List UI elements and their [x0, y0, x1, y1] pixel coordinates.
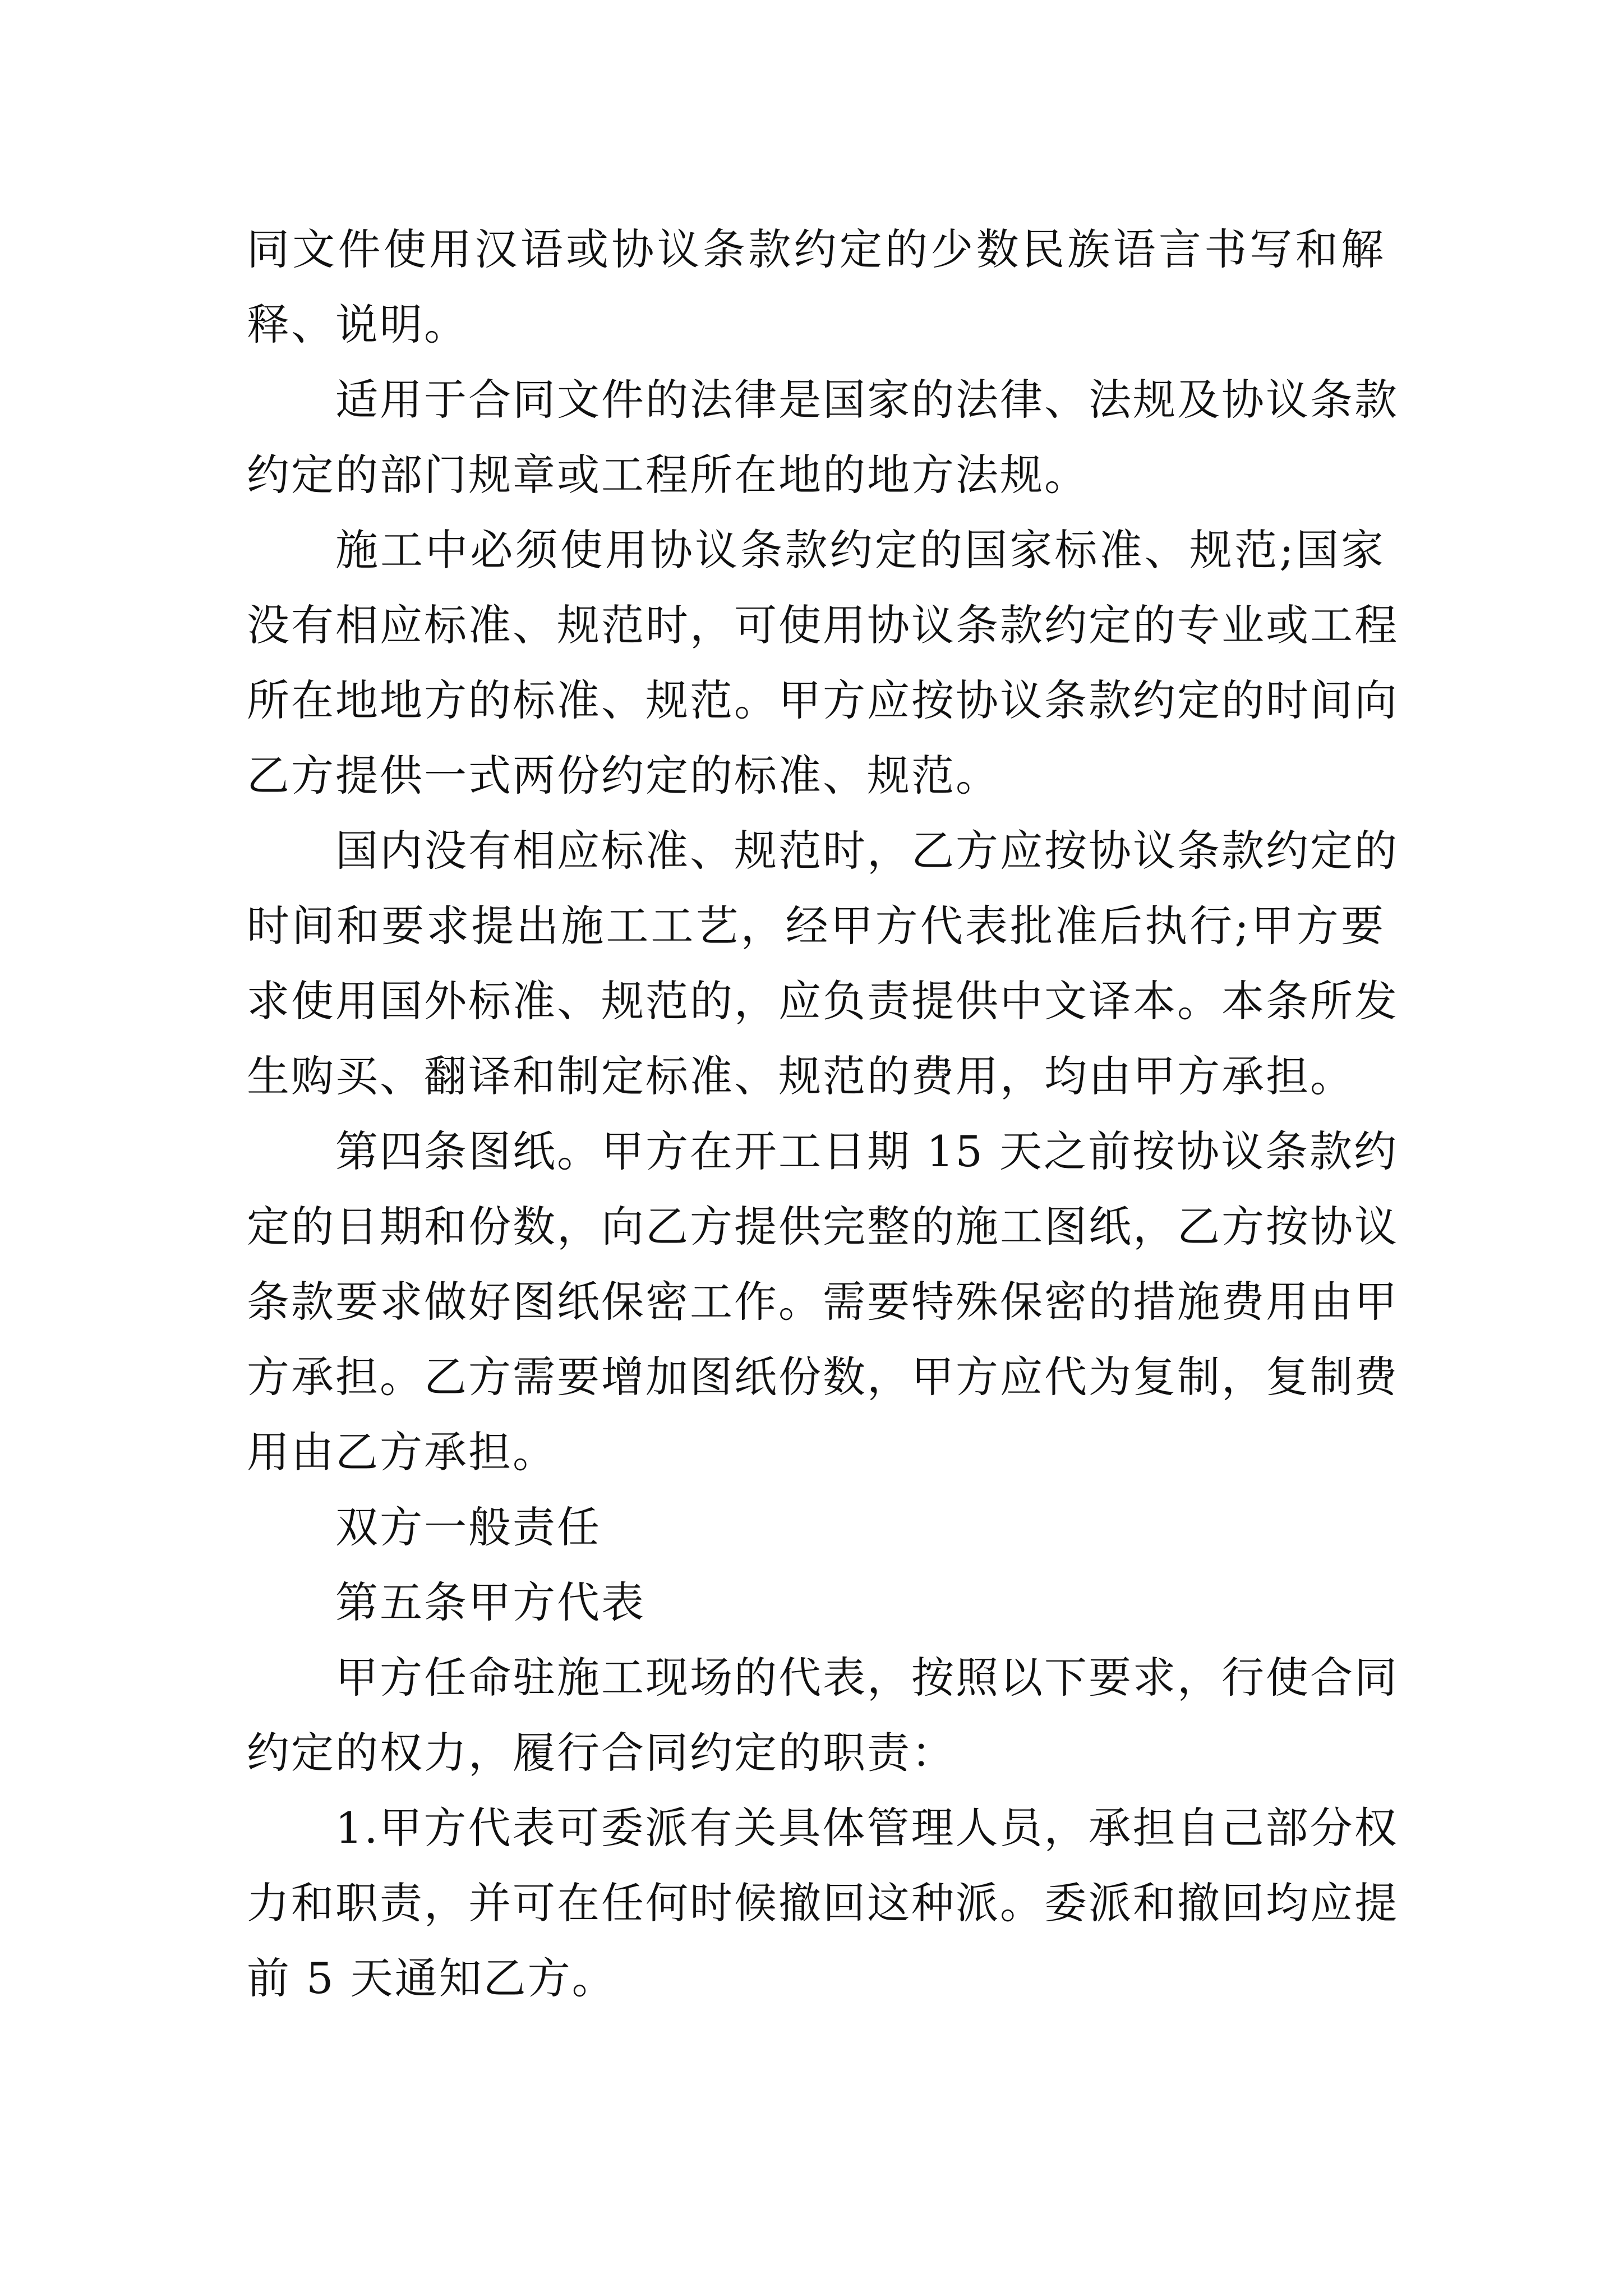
text-line: 施工中必须使用协议条款约定的国家标准、规范;国家 — [335, 525, 1385, 575]
text-line: 时间和要求提出施工工艺，经甲方代表批准后执行;甲方要 — [247, 901, 1385, 951]
text-line: 双方一般责任 — [335, 1502, 601, 1552]
text-line: 力和职责，并可在任何时候撤回这种派。委派和撤回均应提 — [247, 1878, 1399, 1928]
body-text — [247, 212, 1399, 2016]
text-line: 释、说明。 — [247, 300, 468, 349]
text-line: 约定的部门规章或工程所在地的地方法规。 — [247, 450, 1089, 500]
text-line: 定的日期和份数，向乙方提供完整的施工图纸，乙方按协议 — [247, 1202, 1399, 1251]
text-line: 甲方任命驻施工现场的代表，按照以下要求，行使合同 — [335, 1653, 1399, 1703]
text-line: 求使用国外标准、规范的，应负责提供中文译本。本条所发 — [247, 976, 1399, 1026]
text-line: 同文件使用汉语或协议条款约定的少数民族语言书写和解 — [247, 224, 1385, 274]
text-line: 用由乙方承担。 — [247, 1427, 557, 1477]
text-line: 前 5 天通知乙方。 — [247, 1953, 616, 2003]
text-line: 适用于合同文件的法律是国家的法律、法规及协议条款 — [335, 375, 1399, 425]
text-line: 条款要求做好图纸保密工作。需要特殊保密的措施费用由甲 — [247, 1277, 1399, 1327]
text-line: 没有相应标准、规范时，可使用协议条款约定的专业或工程 — [247, 600, 1399, 650]
text-line: 1.甲方代表可委派有关具体管理人员，承担自己部分权 — [335, 1803, 1399, 1853]
text-line: 约定的权力，履行合同约定的职责： — [247, 1728, 956, 1778]
text-line: 所在地地方的标准、规范。甲方应按协议条款约定的时间向 — [247, 675, 1399, 725]
text-line: 方承担。乙方需要增加图纸份数，甲方应代为复制，复制费 — [247, 1352, 1399, 1402]
text-line: 国内没有相应标准、规范时，乙方应按协议条款约定的 — [335, 826, 1399, 876]
text-line: 乙方提供一式两份约定的标准、规范。 — [247, 751, 1000, 800]
text-line: 第五条甲方代表 — [335, 1577, 645, 1627]
text-line: 第四条图纸。甲方在开工日期 15 天之前按协议条款约 — [335, 1126, 1399, 1176]
text-line: 生购买、翻译和制定标准、规范的费用，均由甲方承担。 — [247, 1051, 1354, 1101]
